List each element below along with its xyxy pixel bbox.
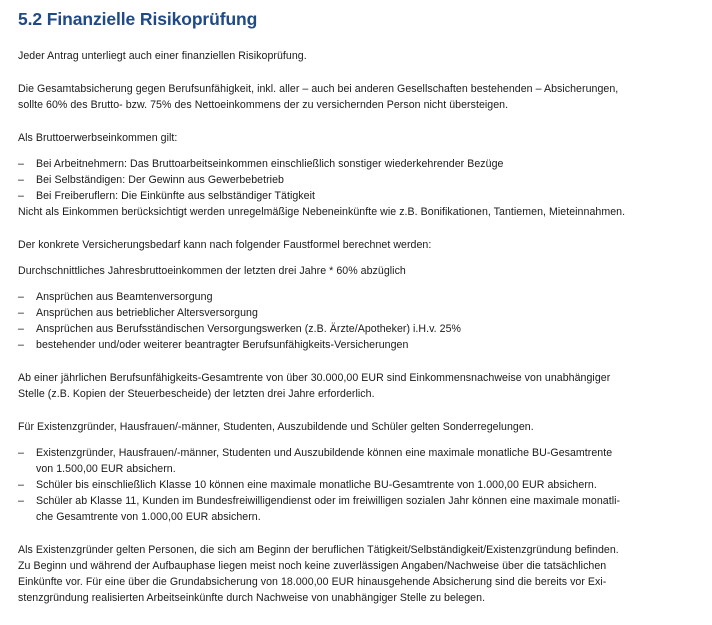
list-item xyxy=(18,477,704,493)
deductions-list xyxy=(18,289,704,353)
list-item-text: Ansprüchen aus betrieblicher Altersversorgung xyxy=(36,307,258,319)
paragraph-line: Zu Beginn und während der Aufbauphase liegen meist noch keine zuverlässigen Angaben/Nachweise über die tatsächlichen xyxy=(18,560,607,572)
dash-bullet: – xyxy=(18,495,24,507)
list-item-text: che Gesamtrente von 1.000,00 EUR absichern. xyxy=(36,511,261,523)
list-item xyxy=(18,321,704,337)
list-item xyxy=(18,493,704,525)
dash-bullet: – xyxy=(18,323,24,335)
excluded-income-note: Nicht als Einkommen berücksichtigt werden unregelmäßige Nebeneinkünfte wie z.B. Bonifikationen, Tantiemen, Mieteinnahmen. xyxy=(18,206,626,218)
special-rules-list xyxy=(18,445,704,525)
list-item-text: Bei Arbeitnehmern: Das Bruttoarbeitseinkommen einschließlich sonstiger wiederkehrender Bezüge xyxy=(36,158,504,170)
formula-text: Durchschnittliches Jahresbruttoeinkommen der letzten drei Jahre * 60% abzüglich xyxy=(18,265,406,277)
list-item xyxy=(18,156,704,172)
paragraph-line: Ab einer jährlichen Berufsunfähigkeits-Gesamtrente von über 30.000,00 EUR sind Einkommensnachweise von unabhängiger xyxy=(18,372,611,384)
list-item-text: Schüler ab Klasse 11, Kunden im Bundesfreiwilligendienst oder im freiwilligen sozialen Jahr können eine maximale monatli- xyxy=(36,495,621,507)
dash-bullet: – xyxy=(18,307,24,319)
founders-paragraph xyxy=(18,542,704,606)
dash-bullet: – xyxy=(18,158,24,170)
list-item xyxy=(18,337,704,353)
paragraph-line: stenzgründung realisierten Arbeitseinkünfte durch Nachweise von unabhängiger Stelle zu belegen. xyxy=(18,592,486,604)
section-title: 5.2 Finanzielle Risikoprüfung xyxy=(18,9,258,29)
list-item-text: Ansprüchen aus Beamtenversorgung xyxy=(36,291,213,303)
list-item-text: Bei Selbständigen: Der Gewinn aus Gewerbebetrieb xyxy=(36,174,284,186)
intro-paragraph: Jeder Antrag unterliegt auch einer finanziellen Risikoprüfung. xyxy=(18,50,307,62)
list-item xyxy=(18,289,704,305)
list-item-text: bestehender und/oder weiterer beantragter Berufsunfähigkeits-Versicherungen xyxy=(36,339,409,351)
gross-income-heading: Als Bruttoerwerbseinkommen gilt: xyxy=(18,132,178,144)
dash-bullet: – xyxy=(18,447,24,459)
list-item xyxy=(18,305,704,321)
total-coverage-paragraph xyxy=(18,81,704,113)
income-proof-paragraph xyxy=(18,370,704,402)
dash-bullet: – xyxy=(18,291,24,303)
dash-bullet: – xyxy=(18,479,24,491)
dash-bullet: – xyxy=(18,174,24,186)
list-item-text: Ansprüchen aus Berufsständischen Versorgungswerken (z.B. Ärzte/Apotheker) i.H.v. 25% xyxy=(36,323,462,335)
list-item-text: Existenzgründer, Hausfrauen/-männer, Studenten und Auszubildende können eine maximale monatliche BU-Gesamtrente xyxy=(36,447,613,459)
paragraph-line: Die Gesamtabsicherung gegen Berufsunfähigkeit, inkl. aller – auch bei anderen Gesellschaften bestehenden – Absicherungen, xyxy=(18,83,619,95)
paragraph-line: Stelle (z.B. Kopien der Steuerbescheide) der letzten drei Jahre erforderlich. xyxy=(18,388,375,400)
paragraph-line: sollte 60% des Brutto- bzw. 75% des Nettoeinkommens der zu versichernden Person nicht übersteigen. xyxy=(18,99,509,111)
gross-income-list xyxy=(18,156,704,204)
list-item-text: Bei Freiberuflern: Die Einkünfte aus selbständiger Tätigkeit xyxy=(36,190,315,202)
paragraph-line: Einkünfte vor. Für eine über die Grundabsicherung von 18.000,00 EUR hinausgehende Absicherung sind die bereits vor Exi- xyxy=(18,576,607,588)
list-item-text: Schüler bis einschließlich Klasse 10 können eine maximale monatliche BU-Gesamtrente von 1.000,00 EUR absichern. xyxy=(36,479,597,491)
list-item-text: von 1.500,00 EUR absichern. xyxy=(36,463,176,475)
list-item xyxy=(18,445,704,477)
list-item xyxy=(18,172,704,188)
list-item xyxy=(18,188,704,204)
dash-bullet: – xyxy=(18,190,24,202)
dash-bullet: – xyxy=(18,339,24,351)
special-rules-intro: Für Existenzgründer, Hausfrauen/-männer, Studenten, Auszubildende und Schüler gelten Sonderregelungen. xyxy=(18,421,534,433)
paragraph-line: Als Existenzgründer gelten Personen, die sich am Beginn der beruflichen Tätigkeit/Selbständigkeit/Existenzgründung befinden. xyxy=(18,544,619,556)
document-page xyxy=(18,6,704,606)
formula-intro: Der konkrete Versicherungsbedarf kann nach folgender Faustformel berechnet werden: xyxy=(18,239,432,251)
